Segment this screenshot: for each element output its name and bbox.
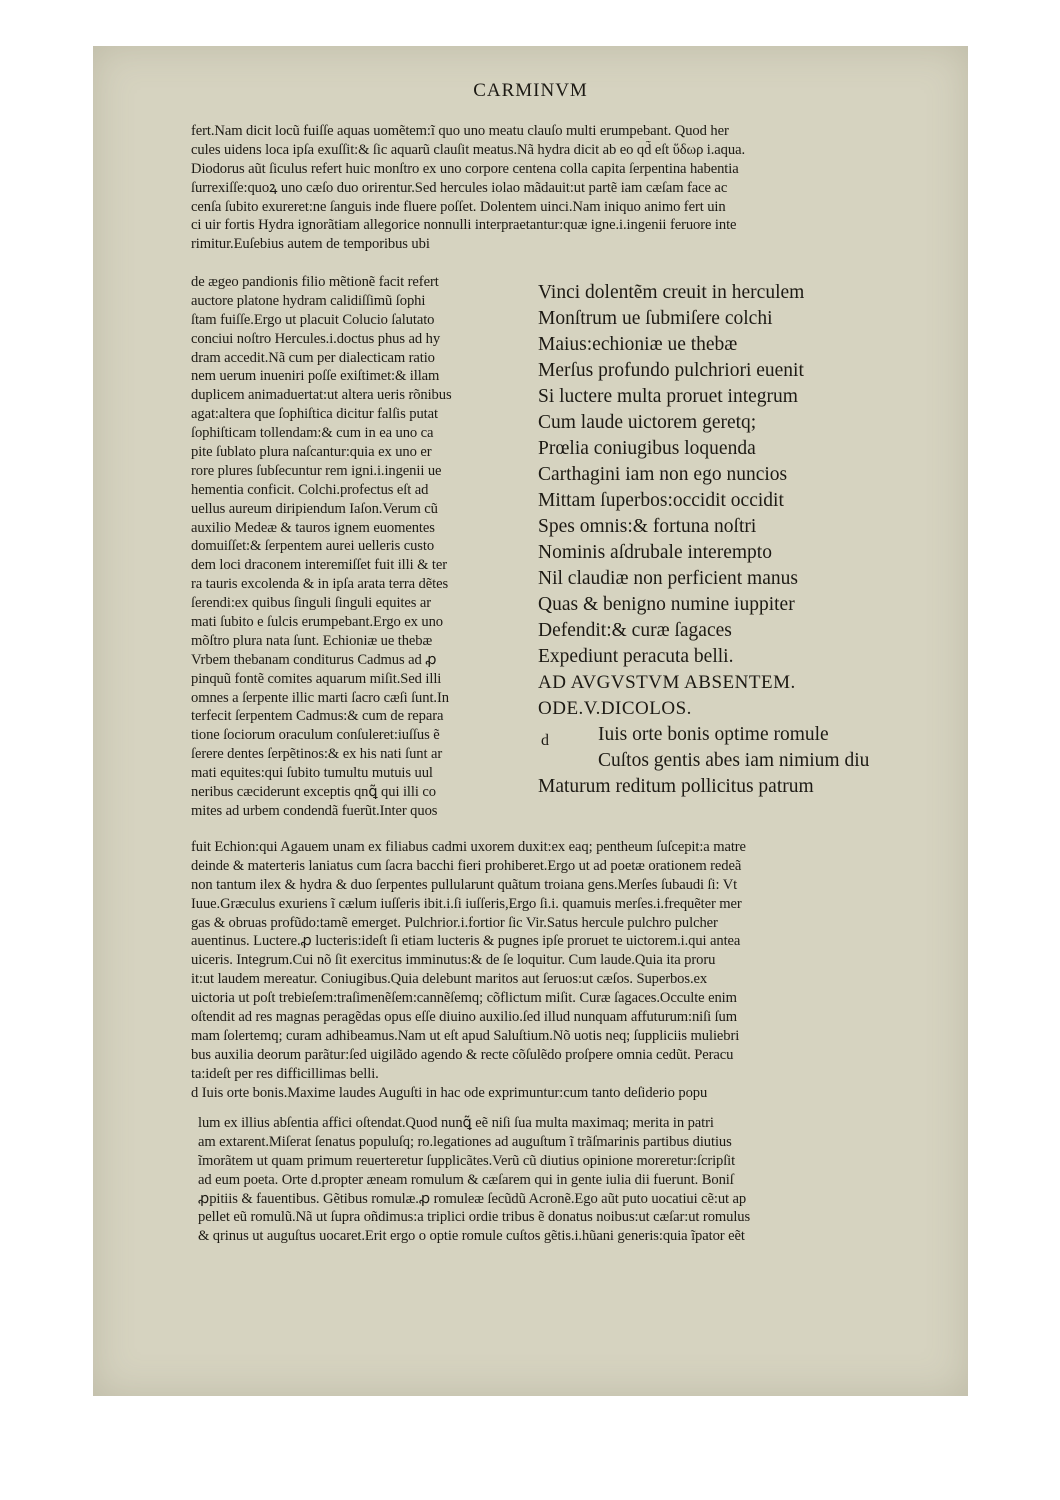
manuscript-page <box>93 46 968 1396</box>
commentary-line: mam ſolertemq; curam adhibeamus.Nam ut eſt apud Saluſtium.Nõ uotis neq; ſuppliciis muliebri <box>191 1027 740 1044</box>
verse-line: Nominis aſdrubale interempto <box>538 542 772 563</box>
commentary-line: gas & obruas profũdo:tamẽ emerget. Pulchrior.i.fortior ſic Vir.Satus hercule pulchro pulcher <box>191 914 718 931</box>
commentary-line: ſerere dentes ſerpẽtinos:& ex his nati ſunt ar <box>191 746 443 763</box>
verse-line: Expediunt peracuta belli. <box>538 646 734 667</box>
commentary-line: Iuue.Græculus exuriens ĩ cælum iuſſeris ibit.i.ſi iuſſeris,Ergo ſi.i. quamuis merſes.i.frequẽter mer <box>191 895 742 912</box>
commentary-line: bus auxilia deorum parãtur:ſed uigilãdo agendo & recte cõſulẽdo proſpere omnia cedũt. Peracu <box>191 1046 734 1063</box>
commentary-line: uictoria ut poſt trebieſem:traſimenẽſem:cannẽſemq; cõflictum miſit. Curæ ſagaces.Occulte enim <box>191 990 737 1007</box>
commentary-line: uiceris. Integrum.Cui nõ ſit exercitus imminutus:& de ſe loquitur. Cum laude.Quia ita proru <box>191 952 716 969</box>
commentary-continued <box>198 1114 750 1246</box>
commentary-line: deinde & materteris laniatus cum ſacra bacchi fieri prohiberet.Ergo ut ad poetæ orationem redeã <box>191 857 742 874</box>
commentary-line: ſtam fuiſſe.Ergo ut placuit Colucio ſalutato <box>191 311 435 328</box>
ode-verse-line: Cuſtos gentis abes iam nimium diu <box>598 750 870 771</box>
commentary-line: duplicem animaduertat:ut altera ueris rõnibus <box>191 387 452 404</box>
commentary-line: mati equites:qui ſubito tumultu mutuis uul <box>191 765 433 782</box>
commentary-line: ſurrexiſſe:quoꝝ uno cæſo duo orirentur.Sed hercules iolao mãdauit:ut partẽ iam cæſam face ac <box>191 179 728 196</box>
commentary-line: mõſtro plura nata ſunt. Echioniæ ue thebæ <box>191 632 433 649</box>
commentary-line: tione ſociorum oraculum conſuleret:iuſſus ẽ <box>191 727 440 744</box>
commentary-line: omnes a ſerpente illic marti ſacro cæſi ſunt.In <box>191 689 449 706</box>
verse-column <box>538 280 869 800</box>
commentary-line: ci uir fortis Hydra ignorãtiam allegorice nonnulli interpraetantur:quæ igne.i.ingenii feruore inte <box>191 217 737 234</box>
commentary-line: agat:altera que ſophiſtica dicitur falſis putat <box>191 406 438 423</box>
verse-line: Defendit:& curæ ſagaces <box>538 620 732 641</box>
ode-heading: AD AVGVSTVM ABSENTEM. <box>538 672 796 693</box>
commentary-line: de ægeo pandionis filio mẽtionẽ facit refert <box>191 274 439 290</box>
verse-line: Prœlia coniugibus loquenda <box>538 438 756 459</box>
commentary-line: lum ex illius abſentia affici oſtendat.Quod nunꝗ̃ eẽ niſi ſua multa maximaq; merita in patri <box>198 1115 714 1131</box>
commentary-line: oſtendit ad res magnas peragẽdas opus eſſe diuino auxilio.ſed illud nunquam affuturum:niſi ſum <box>191 1009 737 1026</box>
commentary-line: cules uidens loca ipſa exuſſit:& ſic aquarũ clauſit meatus.Nã hydra dicit ab eo qd̃ eſt ὕδωρ i.aqua. <box>191 141 745 158</box>
commentary-line: Diodorus aũt ſiculus refert huic monſtro ex uno corpore centena colla capita ſerpentina habentia <box>191 160 739 177</box>
commentary-line: fuit Echion:qui Agauem unam ex filiabus cadmi uxorem duxit:ex eaq; pentheum ſuſcepit:a matre <box>191 839 746 855</box>
verse-line: Monſtrum ue ſubmiſere colchi <box>538 308 773 329</box>
verse-line: Nil claudiæ non perficient manus <box>538 568 798 589</box>
commentary-line: it:ut laudem mereatur. Coniugibus.Quia delebunt maritos aut ſeruos:ut cæſos. Superbos.ex <box>191 971 708 988</box>
commentary-line: pite ſublato plura naſcantur:quia ex uno er <box>191 444 432 461</box>
commentary-line: ꝓpitiis & fauentibus. Gẽtibus romulæ.ꝓ romuleæ ſecũdũ Acronẽ.Ego aũt puto uocatiui cẽ:ut ap <box>198 1190 747 1207</box>
commentary-line: d Iuis orte bonis.Maxime laudes Auguſti in hac ode exprimuntur:cum tanto deſiderio popu <box>191 1084 708 1101</box>
verse-line: Carthagini iam non ego nuncios <box>538 464 788 485</box>
commentary-line: cenſa ſubito exureret:ne ſanguis inde fluere poſſet. Dolentem uinci.Nam iniquo animo fert uin <box>191 198 726 215</box>
commentary-line: ta:ideſt per res difficillimas belli. <box>191 1065 379 1082</box>
verse-line: Merſus profundo pulchriori euenit <box>538 360 804 381</box>
ode-subheading: ODE.V.DICOLOS. <box>538 698 692 719</box>
running-head: CARMINVM <box>473 80 588 101</box>
verse-line: Cum laude uictorem geretq; <box>538 412 757 433</box>
commentary-line: domuiſſet:& ſerpentem aurei uelleris custo <box>191 538 435 555</box>
commentary-bottom <box>191 838 746 1102</box>
commentary-line: mites ad urbem condendã fuerũt.Inter quos <box>191 802 438 819</box>
commentary-line: terfecit ſerpentem Cadmus:& cum de repara <box>191 708 444 725</box>
verse-line: Mittam ſuperbos:occidit occidit <box>538 490 784 511</box>
guide-letter: d <box>541 732 549 749</box>
ode-verse-line: Iuis orte bonis optime romule <box>598 724 829 745</box>
commentary-line: ſerendi:ex quibus ſinguli ſinguli equites ar <box>191 595 432 612</box>
commentary-line: dem loci draconem interemiſſet fuit illi & ter <box>191 557 447 574</box>
commentary-line: pinquũ fontẽ comites aquarum miſit.Sed illi <box>191 670 442 687</box>
commentary-line: dram accedit.Nã cum per dialecticam ratio <box>191 349 435 366</box>
commentary-line: fert.Nam dicit locũ fuiſſe aquas uomẽtem:ĩ quo uno meatu clauſo multi erumpebant. Quod her <box>191 123 729 139</box>
commentary-line: ad eum poeta. Orte d.propter æneam romulum & cæſarem qui in gente iulia dii fuerunt. Boniſ <box>198 1171 734 1188</box>
commentary-line: am extarent.Miſerat ſenatus populuſq; ro.legationes ad auguſtum ĩ trãſmarinis partibus diutius <box>198 1133 732 1150</box>
commentary-line: mati ſubito e ſulcis erumpebant.Ergo ex uno <box>191 614 443 631</box>
commentary-line: nem uerum inueniri poſſe exiſtimet:& illam <box>191 368 440 385</box>
verse-line: Si luctere multa proruet integrum <box>538 386 798 407</box>
commentary-line: uellus aureum diripiendum Iaſon.Verum cũ <box>191 500 438 517</box>
verse-line: Quas & benigno numine iuppiter <box>538 594 795 615</box>
commentary-left-column <box>191 273 452 821</box>
commentary-line: ĩmorãtem ut quam primum reuerteretur ſupplicãtes.Verũ cũ diutius opinione moreretur:ſcripſit <box>198 1152 736 1169</box>
commentary-line: Vrbem thebanam conditurus Cadmus ad ꝓ <box>191 651 437 668</box>
ode-verse-line: Maturum reditum pollicitus patrum <box>538 776 814 797</box>
commentary-line: rore plures ſubſecuntur rem igni.i.ingenii ue <box>191 462 442 479</box>
commentary-line: neribus cæciderunt exceptis qnꝗ̃ qui illi co <box>191 784 436 801</box>
commentary-line: auentinus. Luctere.ꝓ lucteris:ideſt ſi etiam lucteris & pugnes ipſe proruet te uictorem.i.qui antea <box>191 933 741 950</box>
commentary-line: auxilio Medeæ & tauros ignem euomentes <box>191 519 435 536</box>
commentary-line: rimitur.Euſebius autem de temporibus ubi <box>191 236 430 253</box>
commentary-line: hementia conficit. Colchi.profectus eſt ad <box>191 481 429 498</box>
commentary-top <box>191 122 745 254</box>
commentary-line: non tantum ilex & hydra & duo ſerpentes pullularunt quãtum troiana gens.Merſes ſubaudi ſi: Vt <box>191 876 738 893</box>
verse-line: Vinci dolentẽm creuit in herculem <box>538 282 805 303</box>
commentary-line: ra tauris excolenda & in ipſa arata terra dẽtes <box>191 576 449 593</box>
commentary-line: pellet eũ romulũ.Nã ut ſupra oñdimus:a triplici ordie tribus ẽ donatus noibus:ut cæſar:ut romulus <box>198 1209 751 1226</box>
commentary-line: & qrinus ut auguſtus uocaret.Erit ergo o optie romule cuſtos gẽtis.i.hũani generis:quia ĩpator eẽt <box>198 1228 745 1245</box>
commentary-line: ſophiſticam tollendam:& cum in ea uno ca <box>191 425 434 442</box>
commentary-line: conciui noſtro Hercules.i.doctus phus ad hy <box>191 330 441 347</box>
commentary-line: auctore platone hydram calidiſſimũ ſophi <box>191 292 426 309</box>
verse-line: Maius:echioniæ ue thebæ <box>538 334 738 355</box>
verse-line: Spes omnis:& fortuna noſtri <box>538 516 757 537</box>
